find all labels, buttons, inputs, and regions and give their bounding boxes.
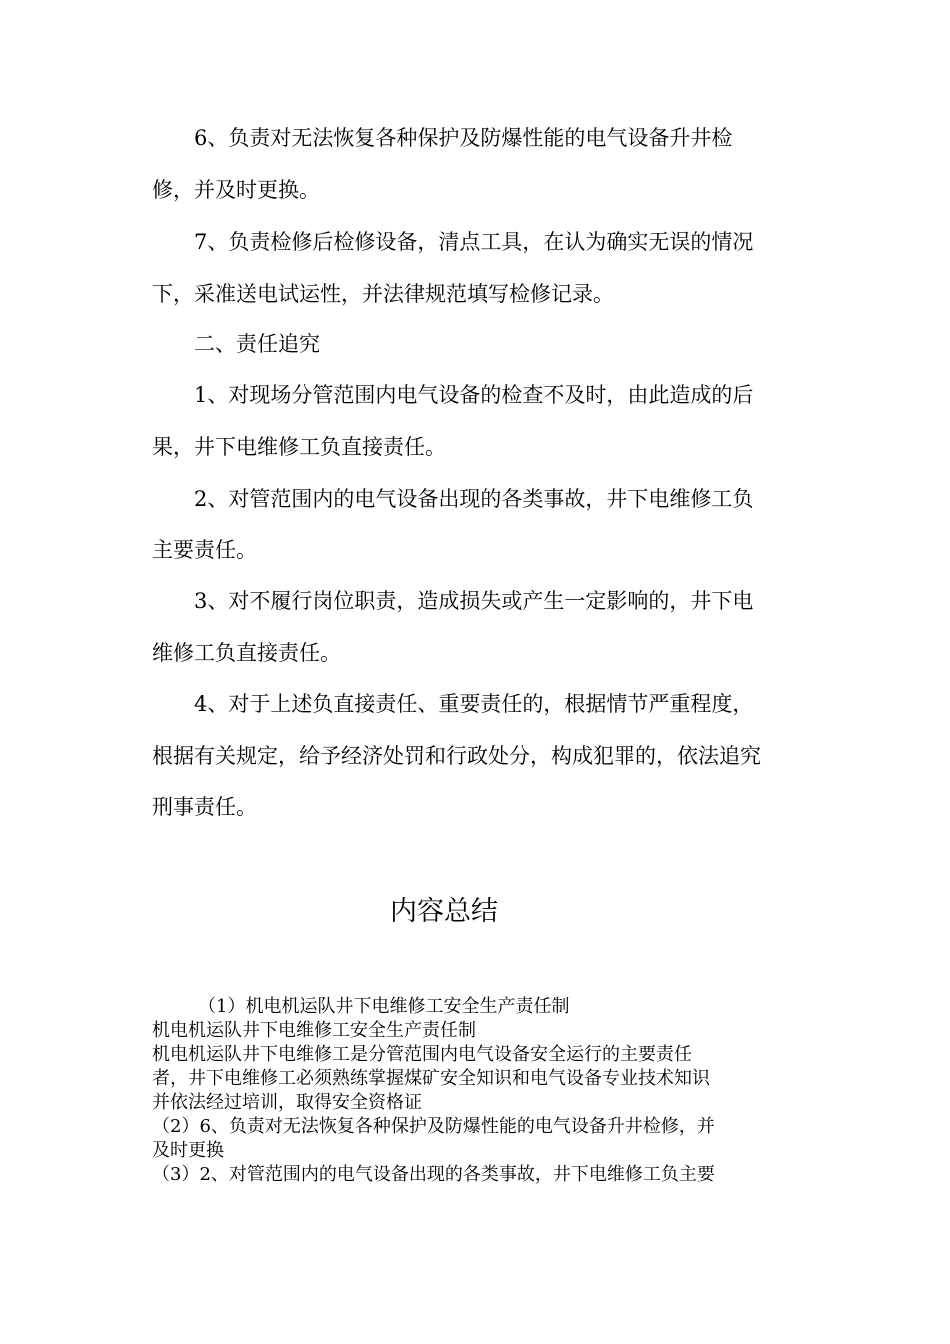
paragraph-line: 下，采准送电试运性，并法律规范填写检修记录。 (152, 282, 614, 306)
summary-line: （2）6、负责对无法恢复各种保护及防爆性能的电气设备升井检修，并 (152, 1116, 715, 1137)
paragraph-line: 1、对现场分管范围内电气设备的检查不及时，由此造成的后 (194, 383, 754, 407)
paragraph-line: 根据有关规定，给予经济处罚和行政处分，构成犯罪的，依法追究 (152, 744, 761, 768)
summary-line: 并依法经过培训，取得安全资格证 (152, 1092, 422, 1113)
summary-line: （3）2、对管范围内的电气设备出现的各类事故，井下电维修工负主要 (152, 1164, 715, 1185)
paragraph-line: 6、负责对无法恢复各种保护及防爆性能的电气设备升井检 (194, 126, 733, 150)
summary-line: 者，井下电维修工必须熟练掌握煤矿安全知识和电气设备专业技术知识 (152, 1068, 710, 1089)
section-heading: 二、责任追究 (194, 332, 320, 356)
summary-title: 内容总结 (390, 896, 498, 927)
paragraph-line: 2、对管范围内的电气设备出现的各类事故，井下电维修工负 (194, 487, 754, 511)
paragraph-line: 刑事责任。 (152, 795, 257, 819)
summary-line: 机电机运队井下电维修工安全生产责任制 (152, 1020, 476, 1041)
paragraph-line: 维修工负直接责任。 (152, 641, 341, 665)
paragraph-line: 果，井下电维修工负直接责任。 (152, 435, 446, 459)
summary-line: 及时更换 (152, 1140, 224, 1161)
paragraph-line: 3、对不履行岗位职责，造成损失或产生一定影响的，井下电 (194, 589, 754, 613)
paragraph-line: 4、对于上述负直接责任、重要责任的，根据情节严重程度， (194, 692, 754, 716)
summary-line: 机电机运队井下电维修工是分管范围内电气设备安全运行的主要责任 (152, 1044, 692, 1065)
summary-line: （1）机电机运队井下电维修工安全生产责任制 (198, 996, 570, 1017)
paragraph-line: 修，并及时更换。 (152, 178, 320, 202)
paragraph-line: 主要责任。 (152, 538, 257, 562)
paragraph-line: 7、负责检修后检修设备，清点工具，在认为确实无误的情况 (194, 230, 754, 254)
